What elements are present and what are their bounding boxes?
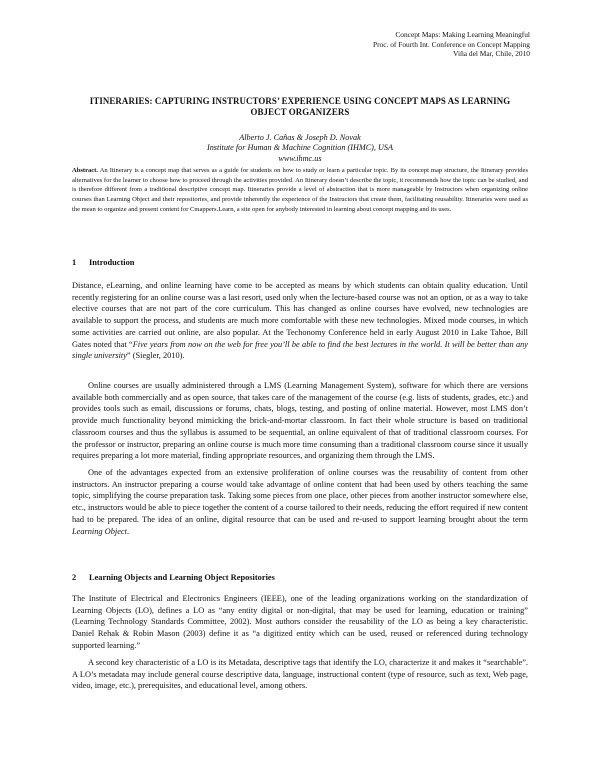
header-line-2: Proc. of Fourth Int. Conference on Concept Mapping [372,39,530,49]
paragraph-text: A second key characteristic of a LO is its Metadata, descriptive tags that identify the LO, characterize it and makes it “searchable”. A LO’s metadata may include general course descriptive data, language, instructional content (type of resource, such as text, Web page, video, image, etc.), prerequisites, and educational level, among others. [72,658,528,691]
header-line-3: Viña del Mar, Chile, 2010 [453,49,530,59]
author-block [62,133,538,164]
paragraph-text-end: . [126,526,130,536]
paragraph-text: One of the advantages expected from an extensive proliferation of online courses was the reusability of content from other instructors. An instructor preparing a course would take advantage of online content that had been used by others teaching the same topic, simplifying the course preparation task. Taking some pieces from one place, other pieces from another instructor somewhere else, etc., instructors would be able to piece together the content of a course tailored to their needs, reducing the effort required if new content had to be prepared. The idea of an online, digital resource that can be used and re-used to support learning brought about the term [72,468,528,524]
section-title: Introduction [89,258,135,267]
title-line-1: ITINERARIES: CAPTURING INSTRUCTORS’ EXPERIENCE USING CONCEPT MAPS AS LEARNING [89,96,511,106]
section-heading-introduction [72,258,134,267]
lo-paragraph-1 [72,593,528,652]
abstract-text: An Itinerary is a concept map that serves as a guide for students on how to study or learn a particular topic. By its concept map structure, the Itinerary provides alternatives for the learner to choose how to proceed through the activities provided. An Itinerary doesn’t describe the topic, it recommends how the topic can be studied, and is therefore different from a traditional descriptive concept map. Itineraries provide a level of abstraction that is more manageable by Instructors when organizing online courses than Learning Object and their repositories, and provide inherently the experience of the Instructors that create them, facilitating reusability. Itineraries were used as the mean to organize and present content for Cmappers.Learn, a site open for anybody interested in learning about concept mapping and its uses. [72,167,528,213]
paragraph-text-end: ” (Siegler, 2010). [126,351,185,361]
paragraph-text: The Institute of Electrical and Electronics Engineers (IEEE), one of the leading organizations working on the standardization of Learning Objects (LO), defines a LO as “any entity digital or non-digital, that may be used for learning, education or training” (Learning Technology Standards Committee, 2002). Most authors consider the reusability of the LO as being a key characteristic. Daniel Rehak & Robin Mason (2003) define it as “a digitized entity which can be used, reused or referenced during technology supported learning.” [72,594,528,650]
section-heading-learning-objects [72,573,275,582]
abstract [72,166,528,215]
lo-paragraph-2 [72,657,528,692]
author-website: www.ihmc.us [278,153,322,163]
running-header [373,30,530,59]
paper-title [62,96,538,119]
learning-object-term: Learning Object [72,526,127,536]
author-institution: Institute for Human & Machine Cognition (IHMC), USA [206,143,394,153]
paragraph-text: Online courses are usually administered through a LMS (Learning Management System), software for which there are versions available both commercially and as open source, that takes care of the management of the course (e.g. lists of students, grades, etc.) and provides tools such as email, discussions or forums, chats, blogs, testing, and posting of online material. However, most LMS don’t provide much functionality beyond mimicking the brick-and-mortar classroom. In fact their whole structure is based on traditional classroom courses and thus the syllabus is assumed to be sequential, an online equivalent of that of traditional classroom courses. For the professor or instructor, preparing an online course is much more time consuming than a traditional classroom course since it usually requires preparing a lot more material, finding appropriate resources, and organizing them through the LMS. [72,381,528,461]
section-title: Learning Objects and Learning Object Repositories [89,573,275,582]
intro-paragraph-1 [72,280,528,362]
section-number: 2 [72,573,77,582]
paragraph-text: Distance, eLearning, and online learning have come to be accepted as means by which students can obtain quality education. Until recently registering for an online course was a last resort, used only when the lecture-based course was not an option, or as a way to take elective courses that are not part of the core curriculum. This has changed as online courses have evolved, new technologies are available to support the process, and students are much more comfortable with these new technologies. Mixed mode courses, in which some activities are carried out online, are also popular. At the Techonomy Conference held in early August 2010 in Lake Tahoe, Bill Gates noted that “ [72,281,528,349]
header-line-1: Concept Maps: Making Learning Meaningful [395,30,530,39]
author-names: Alberto J. Cañas & Joseph D. Novak [239,133,361,142]
title-line-2: OBJECT ORGANIZERS [250,107,350,118]
intro-paragraph-3 [72,467,528,537]
intro-paragraph-2 [72,380,528,462]
section-number: 1 [72,258,77,267]
abstract-label: Abstract. [72,167,98,174]
gates-quote: Five years from now on the web for free you’ll be able to find the best lectures in the world. It will be better than any single university [72,339,528,361]
